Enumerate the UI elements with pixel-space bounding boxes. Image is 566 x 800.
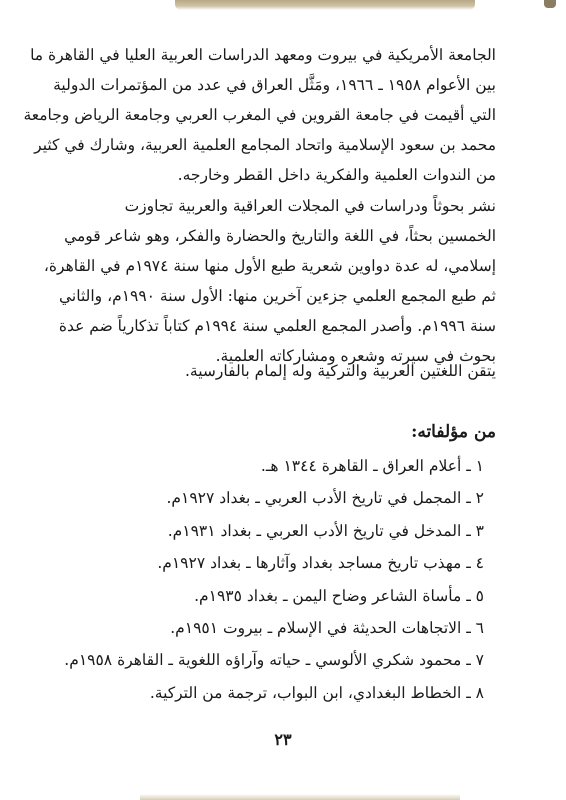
text-line: بحوث في سيرته وشعره ومشاركاته العلمية. (215, 347, 496, 365)
top-ornament (175, 0, 475, 10)
paragraph-education (23, 40, 496, 190)
list-item: ٦ ـ الاتجاهات الحديثة في الإسلام ـ بيروت ١٩٥١م. (170, 618, 484, 637)
list-item: ٤ ـ مهذب تاريخ مساجد بغداد وآثارها ـ بغداد ١٩٢٧م. (157, 554, 484, 573)
list-item: ٣ ـ المدخل في تاريخ الأدب العربي ـ بغداد ١٩٣١م. (167, 521, 484, 540)
text-line: نشر بحوثاً ودراسات في المجلات العراقية والعربية تجاوزت (124, 197, 496, 215)
list-item: ٥ ـ مأساة الشاعر وضاح اليمن ـ بغداد ١٩٣٥م. (194, 586, 484, 605)
paragraph-publications (43, 191, 496, 371)
top-corner-mark (544, 0, 556, 8)
list-item: ٨ ـ الخطاط البغدادي، ابن البواب، ترجمة من التركية. (149, 683, 484, 702)
list-item: ٧ ـ محمود شكري الألوسي ـ حياته وآراؤه اللغوية ـ القاهرة ١٩٥٨م. (64, 651, 484, 670)
text-line: التي أقيمت في جامعة القروين في المغرب العربي وجامعة الرياض وجامعة (23, 106, 496, 124)
list-item: ٢ ـ المجمل في تاريخ الأدب العربي ـ بغداد ١٩٢٧م. (166, 489, 484, 508)
text-line: الجامعة الأمريكية في بيروت ومعهد الدراسات العربية العليا في القاهرة ما (30, 46, 496, 64)
works-list (64, 450, 484, 709)
paragraph-languages (56, 356, 496, 386)
text-line: سنة ١٩٩٦م. وأصدر المجمع العلمي سنة ١٩٩٤م كتاباً تذكارياً ضم عدة (58, 317, 496, 335)
text-line: ثم طبع المجمع العلمي جزءين آخرين منها: الأول سنة ١٩٩٠م، والثاني (59, 287, 496, 305)
text-line: من الندوات العلمية والفكرية داخل القطر وخارجه. (177, 166, 496, 184)
text-line: الخمسين بحثاً، في اللغة والتاريخ والحضارة والفكر، وهو شاعر قومي (64, 227, 496, 245)
list-item: ١ ـ أعلام العراق ـ القاهرة ١٣٤٤ هـ. (260, 457, 484, 475)
text-line: محمد بن سعود الإسلامية واتحاد المجامع العلمية العربية، وشارك في كثير (34, 136, 496, 154)
works-heading: من مؤلفاته: (411, 422, 496, 442)
text-line: بين الأعوام ١٩٥٨ ـ ١٩٦٦، ومَثَّل العراق في عدد من المؤتمرات الدولية (53, 76, 496, 94)
text-line: يتقن اللغتين العربية والتركية وله إلمام بالفارسية. (185, 362, 496, 380)
bottom-ornament (140, 794, 460, 800)
text-line: إسلامي، له عدة دواوين شعرية طبع الأول منها سنة ١٩٧٤م في القاهرة، (43, 257, 496, 275)
page-number: ٢٣ (274, 730, 292, 749)
